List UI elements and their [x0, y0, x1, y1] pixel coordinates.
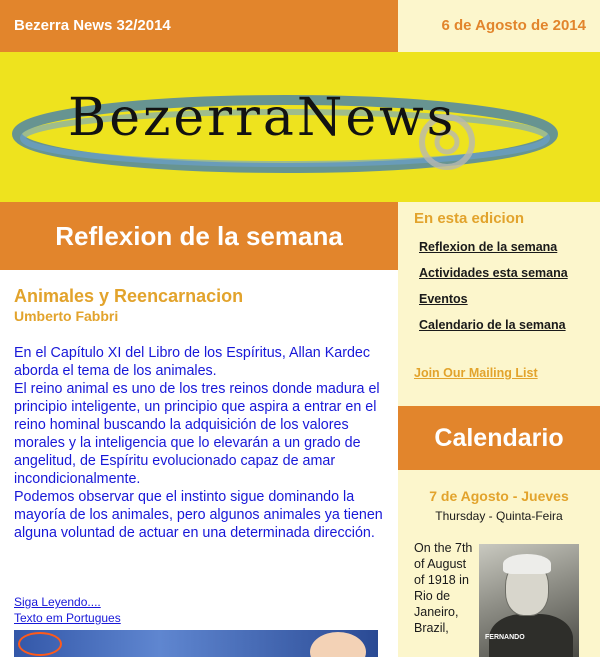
article-paragraph: En el Capítulo XI del Libro de los Espíritus, Allan Kardec aborda el tema de los animales. [14, 345, 371, 379]
issue-date: 6 de Agosto de 2014 [441, 17, 586, 34]
toc-item-reflection[interactable]: Reflexion de la semana [419, 240, 558, 254]
decorative-ring [18, 632, 62, 656]
decorative-face [310, 632, 366, 657]
portrait-hair [503, 554, 551, 574]
calendar-header [398, 406, 600, 470]
article-author: Umberto Fabbri [14, 308, 119, 324]
reflection-heading: Reflexion de la semana [55, 221, 343, 251]
header-bar [0, 0, 398, 52]
article-title: Animales y Reencarnacion [14, 286, 244, 306]
banner [0, 52, 600, 202]
calendar-heading: Calendario [434, 424, 564, 452]
issue-label: Bezerra News 32/2014 [14, 17, 171, 34]
bottom-banner-image [14, 630, 378, 657]
calendar-date: 7 de Agosto - Jueves [429, 488, 569, 504]
calendar-subtitle: Thursday - Quinta-Feira [435, 509, 563, 523]
read-more-link[interactable]: Siga Leyendo.... [14, 595, 101, 609]
mailing-list-link[interactable]: Join Our Mailing List [414, 366, 538, 380]
reflection-header [0, 202, 398, 270]
portrait-image [479, 544, 579, 657]
header-date-box [398, 0, 600, 52]
portuguese-text-link[interactable]: Texto em Portugues [14, 611, 121, 625]
toc-item-activities[interactable]: Actividades esta semana [419, 266, 568, 280]
sidebar [398, 202, 600, 657]
banner-logo-text: BezerraNews [68, 88, 457, 148]
toc-item-calendar[interactable]: Calendario de la semana [419, 318, 566, 332]
toc-item-events[interactable]: Eventos [419, 292, 468, 306]
article-body [14, 344, 389, 542]
article-paragraph: El reino animal es uno de los tres reinos donde madura el principio inteligente, un principio que aspira a entrar en el reino hominal buscando la adquisición de los valores morales y la inteligencia que lo elevarán a un grado de angelitud, de Espíritu evolucionado capaz de amar incondicionalmente. [14, 381, 380, 487]
article-paragraph: Podemos observar que el instinto sigue dominando la mayoría de los animales, pero algunos animales ya tienen alguna voluntad de actuar en una determinada dirección. [14, 489, 383, 541]
calendar-text: On the 7th of August of 1918 in Rio de Janeiro, Brazil, [414, 541, 473, 635]
toc-heading: En esta edicion [414, 210, 525, 227]
portrait-label: FERNANDO [485, 634, 525, 641]
